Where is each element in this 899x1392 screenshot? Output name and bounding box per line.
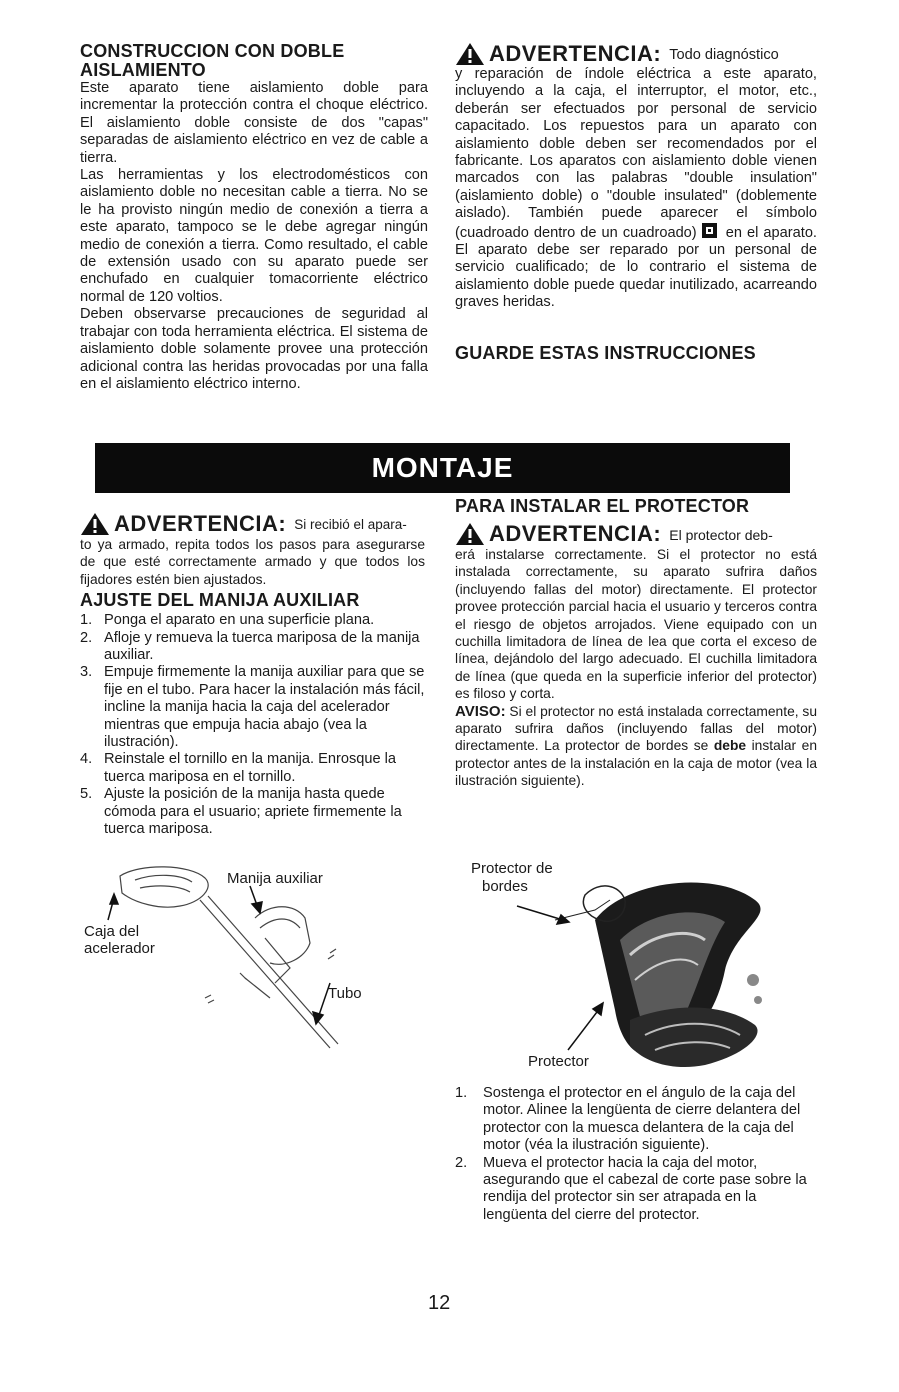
warning-icon [455,42,485,66]
warning-icon [455,522,485,546]
ajuste-heading: AJUSTE DEL MANIJA AUXILIAR [80,590,360,611]
advertencia-title: ADVERTENCIA: [489,41,662,66]
list-item: 2. Afloje y remueva la tuerca mariposa de la manija auxiliar. [80,629,420,664]
protector-figure [455,860,817,1080]
tubo-label: Tubo [328,985,362,1002]
para-instalar-heading: PARA INSTALAR EL PROTECTOR [455,496,750,516]
list-item: 1. Ponga el aparato en una superficie plana. [80,612,375,629]
advertencia-body [455,66,817,312]
montaje-left-warning-heading [80,512,425,536]
doble-heading: CONSTRUCCION CON DOBLE AISLAMIENTO [80,41,345,80]
aviso-text-b: instalar en protector antes de la instalación en la caja de motor (vea la ilustración siguiente). [455,738,817,789]
montaje-right-warning-body: erá instalarse correctamente. Si el protector no está instalada correctamente, su aparato sufrira daños (incluyendo fallas del motor) directamente. El protector provee protección parcial hacia el usuario y terceros contra el riesgo de objetos arrojados. Viene equipado con un cuchilla limitadora de línea de lea que corta el exceso de línea, dejándolo del largo adecuado. El cuchilla limitadora de línea (que queda en la superficie inferior del protector) es filoso y corta. [455,547,817,702]
advertencia-lead: Todo diagnóstico [669,47,779,63]
manija-illustration [80,858,425,1058]
list-item: 2. Mueva el protector hacia la caja del motor, asegurando que el cabezal de corte pase sobre la rendija del protector sin ser atrapada en la lengüenta del cierre del protector. [455,1154,807,1223]
aviso-label: AVISO: [455,702,506,720]
protector-steps-section [455,1085,817,1224]
protector-steps [455,1085,817,1224]
warning-icon [80,512,110,536]
doble-paragraph-1: Este aparato tiene aislamiento doble para incrementar la protección contra el choque eléctrico. El aislamiento doble consiste de dos "capas" separadas de aislamiento eléctrico en vez de cable a tierra. [80,80,428,166]
aviso-text-a: Si el protector no está instalada correctamente, su aparato sufrira daños (incluyendo fallas del motor) directamente. La protector de bordes se [455,703,817,754]
doble-aislamiento-section [80,42,428,393]
list-item: 4. Reinstale el tornillo en la manija. Enrosque la tuerca mariposa en el tornillo. [80,751,397,785]
montaje-left-warning-lead: Si recibió el apara- [294,517,407,532]
advertencia-heading [455,42,817,66]
advertencia-body-a: y reparación de índole eléctrica a este aparato, incluyendo a la caja, el interruptor, el motor, etc., deberán ser efectuados por personal de servicio capacitado. Los repuestos para un aparato con aislamiento doble deben ser recomendados por el fabricante. Los aparatos con aislamiento doble vienen marcados con las palabras "double insulation" (aislamiento doble) o "double insulated" (doblemente aislado). También puede aparecer el símbolo (cuadroado dentro de un cuadroado) [455,66,817,241]
montaje-right-warning-heading [455,522,817,546]
list-item: 5. Ajuste la posición de la manija hasta quede cómoda para el usuario; apriete firmemente la tuerca mariposa. [80,786,402,838]
caja-label-2: acelerador [84,940,155,957]
advertencia-body-b: en el aparato. El aparato debe ser reparado por un personal de servicio cualificado; de lo contrario el sistema de aislamiento doble puede quedar inutilizado, acarreando graves heridas. [455,224,817,311]
manija-figure [80,858,425,1058]
advertencia-section [455,42,817,363]
bordes-label: bordes [482,878,528,895]
list-item: 3. Empuje firmemente la manija auxiliar para que se fije en el tubo. Para hacer la instalación más fácil, incline la manija hacia la caja del acelerador mientras que empuja hacia abajo (vea la ilustración). [80,664,425,751]
doble-paragraph-2: Las herramientas y los electrodomésticos con aislamiento doble no necesitan cable a tierra. No se le ha provisto ningún medio de conexión a tierra a este aparato, tampoco se le debe agregar ningún medio de conexión a tierra. Como resultado, el cable de extensión usado con su aparato puede ser enchufado en cualquier tomacorriente eléctrico normal de 120 voltios. [80,167,428,305]
aviso-bold: debe [713,738,747,754]
montaje-left-column [80,512,425,839]
aviso-paragraph [455,703,817,790]
manija-label: Manija auxiliar [227,870,323,887]
protector-de-label: Protector de [471,860,553,877]
ajuste-steps [80,612,425,838]
montaje-right-column [455,497,817,790]
double-insulation-icon [702,223,717,238]
doble-paragraph-3: Deben observarse precauciones de seguridad al trabajar con toda herramienta eléctrica. El sistema de aislamiento doble solamente provee una protección adicional contra las heridas provocadas por una falla en el aislamiento eléctrico interno. [80,306,428,392]
montaje-banner: MONTAJE [95,443,790,493]
protector-label: Protector [528,1053,589,1070]
guarde-heading: GUARDE ESTAS INSTRUCCIONES [455,342,756,363]
montaje-right-warning-title: ADVERTENCIA: [489,521,662,546]
montaje-right-warning-lead: El protector deb- [669,527,773,543]
montaje-left-warning-body: to ya armado, repita todos los pasos para asegurarse de que esté correctamente armado y que todos los fijadores estén bien ajustados. [80,537,425,587]
list-item: 1. Sostenga el protector en el ángulo de la caja del motor. Alinee la lengüenta de cierre delantera del protector con la muesca delantera de la caja del motor (véa la ilustración siguiente). [455,1085,801,1154]
page-number: 12 [428,1292,451,1314]
caja-label-1: Caja del [84,923,140,940]
montaje-left-warning-title: ADVERTENCIA: [114,511,287,536]
